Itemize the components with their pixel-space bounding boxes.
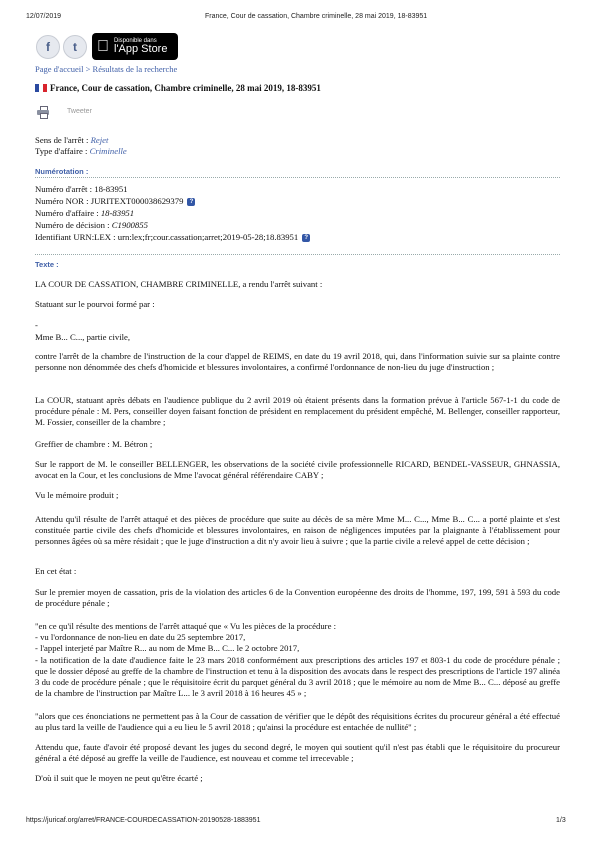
section-divider xyxy=(35,177,560,178)
numerotation-heading: Numérotation : xyxy=(35,167,89,176)
help-icon[interactable]: ? xyxy=(302,234,310,242)
actions-row xyxy=(37,106,92,117)
text-paragraph: D'où il suit que le moyen ne peut qu'être écarté ; xyxy=(35,773,203,783)
text-paragraph: LA COUR DE CASSATION, CHAMBRE CRIMINELLE, a rendu l'arrêt suivant : xyxy=(35,279,323,289)
page-title: France, Cour de cassation, Chambre criminelle, 28 mai 2019, 18-83951 xyxy=(50,83,321,93)
text-paragraph: Statuant sur le pourvoi formé par : xyxy=(35,299,155,309)
type-affaire: Type d'affaire : Criminelle xyxy=(35,146,127,156)
print-footer-url: https://juricaf.org/arret/FRANCE-COURDECASSATION-20190528-1883951 xyxy=(26,817,261,824)
app-store-badge[interactable] xyxy=(92,33,178,60)
print-header-date: 12/07/2019 xyxy=(26,13,62,20)
page-title-row xyxy=(35,83,321,93)
print-footer-page: 1/3 xyxy=(556,817,566,824)
text-paragraph: "en ce qu'il résulte des mentions de l'arrêt attaqué que « Vu les pièces de la procédure : - vu l'ordonnance de non-lieu en date du 25 septembre 2017, - l'appel interjeté par Maître R... au nom de Mme B... C... le 2 octobre 2017, - la notification de la date d'audience faite le 23 mars 2018 conformément aux prescriptions des articles 197 et 803-1 du code de procédure pénale ; que le dossier déposé au greffe de la chambre de l'instruction et tenu à la disposition des avocats dans le respect des prescriptions de l'article 197 alinéa 3 du code de procédure pénale ; que le réquisitoire écrit du parquet général du 3 avril 2018 ; que le mémoire au nom de Mme B... C... déposé au greffe de la chambre de l'instruction par Maître L... le 3 avril 2018 à 16 heures 45 » ; xyxy=(35,621,560,699)
twitter-icon[interactable]: t xyxy=(63,35,87,59)
breadcrumb-results-link[interactable]: Résultats de la recherche xyxy=(92,64,178,74)
appstore-line2: l'App Store xyxy=(114,42,168,55)
print-header-title: France, Cour de cassation, Chambre criminelle, 28 mai 2019, 18-83951 xyxy=(205,13,428,20)
text-paragraph: Sur le rapport de M. le conseiller BELLENGER, les observations de la société civile professionnelle RICARD, BENDEL-VASSEUR, GHNASSIA, avocat en la Cour, et les conclusions de Mme l'avocat général référendaire CABY ; xyxy=(35,459,560,481)
breadcrumb-home-link[interactable]: Page d'accueil xyxy=(35,64,84,74)
text-paragraph: La COUR, statuant après débats en l'audience publique du 2 avril 2019 où étaient présents dans la formation prévue à l'article 567-1-1 du code de procédure pénale : M. Pers, conseiller doyen faisant fonction de président en remplacement du président empêché, M. Bellenger, conseiller rapporteur, M. Fossier, conseiller de la chambre ; xyxy=(35,395,560,428)
numero-affaire: Numéro d'affaire : 18-83951 xyxy=(35,208,135,218)
help-icon[interactable]: ? xyxy=(187,198,195,206)
breadcrumb xyxy=(35,64,177,74)
sens-arret-link[interactable]: Rejet xyxy=(90,135,109,145)
numero-nor: Numéro NOR : JURITEXT000038629379 ? xyxy=(35,196,195,206)
text-paragraph: - xyxy=(35,320,38,330)
texte-heading: Texte : xyxy=(35,260,59,269)
text-paragraph: Mme B... C..., partie civile, xyxy=(35,332,131,342)
printer-icon[interactable] xyxy=(37,106,49,117)
numero-decision: Numéro de décision : C1900855 xyxy=(35,220,148,230)
french-flag-icon xyxy=(35,84,47,92)
social-bar xyxy=(36,33,178,60)
breadcrumb-separator: > xyxy=(83,64,93,74)
type-affaire-link[interactable]: Criminelle xyxy=(89,146,127,156)
identifiant-urn: Identifiant URN:LEX : urn:lex;fr;cour.cassation;arret;2019-05-28;18.83951 ? xyxy=(35,232,310,242)
text-paragraph: contre l'arrêt de la chambre de l'instruction de la cour d'appel de REIMS, en date du 19 avril 2018, qui, dans l'information suivie sur sa plainte contre personne non dénommée des chefs d'homicide et blessures involontaires, a confirmé l'ordonnance de non-lieu du juge d'instruction ; xyxy=(35,351,560,373)
section-divider xyxy=(35,254,560,255)
tweet-button[interactable]: Tweeter xyxy=(67,108,92,115)
text-paragraph: Vu le mémoire produit ; xyxy=(35,490,119,500)
apple-icon xyxy=(92,38,114,56)
flag-stripe-red xyxy=(43,84,47,92)
text-paragraph: Sur le premier moyen de cassation, pris de la violation des articles 6 de la Convention européenne des droits de l'homme, 197, 199, 591 à 593 du code de procédure pénale ; xyxy=(35,587,560,609)
text-paragraph: Greffier de chambre : M. Bétron ; xyxy=(35,439,153,449)
sens-arret: Sens de l'arrêt : Rejet xyxy=(35,135,109,145)
text-paragraph: En cet état : xyxy=(35,566,77,576)
facebook-icon[interactable]: f xyxy=(36,35,60,59)
text-paragraph: Attendu qu'il résulte de l'arrêt attaqué et des pièces de procédure que suite au décès de sa mère Mme M... C..., Mme B... C... a porté plainte et s'est constituée partie civile des chefs d'homicide et blessures involontaires, en raison de négligences imputées par la plaignante à l'établissement pour personnes âgées où sa mère résidait ; que le juge d'instruction a dit n'y avoir lieu à suivre ; que la partie civile a relevé appel de cette décision ; xyxy=(35,514,560,547)
appstore-line1: Disponible dans xyxy=(114,37,157,44)
text-paragraph: "alors que ces énonciations ne permettent pas à la Cour de cassation de vérifier que le dépôt des réquisitions écrites du procureur général a été effectué au plus tard la veille de l'audience qui a eu lieu le 5 avril 2018 ; qu'ainsi la procédure est entachée de nullité" ; xyxy=(35,711,560,733)
numero-arret: Numéro d'arrêt : 18-83951 xyxy=(35,184,128,194)
text-paragraph: Attendu que, faute d'avoir été proposé devant les juges du second degré, le moyen qui soutient qu'il n'est pas établi que le réquisitoire du procureur général a été déposé au greffe la veille de l'audience, est nouveau et comme tel irrecevable ; xyxy=(35,742,560,764)
